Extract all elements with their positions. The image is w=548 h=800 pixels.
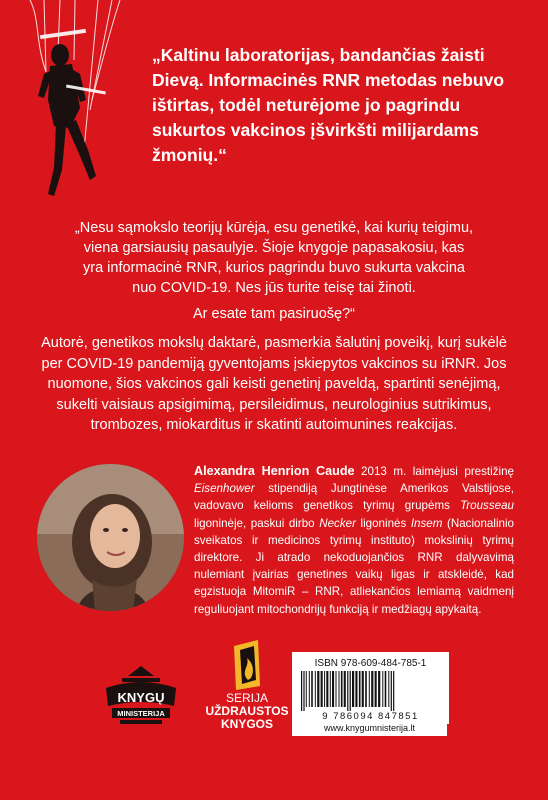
puppet-illustration [0, 0, 150, 210]
barcode-bar [388, 671, 389, 707]
barcode-bar [311, 671, 313, 707]
barcode-bar [339, 671, 340, 707]
ean-number: 9 786094 847851 [322, 711, 419, 722]
barcode-bar [306, 671, 307, 707]
barcode-bar [355, 671, 357, 707]
publisher-logo-top: KNYGŲ [117, 690, 165, 705]
barcode-bar [371, 671, 373, 707]
barcode-bar [341, 671, 343, 707]
barcode-bar [352, 671, 354, 707]
barcode-bar [344, 671, 346, 707]
author-bio [194, 463, 514, 618]
barcode-bar [315, 671, 316, 707]
barcode-bar [393, 671, 394, 711]
series-line1: SERIJA [225, 691, 268, 705]
barcode [299, 671, 443, 711]
series-text [202, 692, 292, 731]
barcode-bar [391, 671, 392, 711]
headline-quote-text: „Kaltinu laboratorijas, bandančias žaisti Dievą. Informacinės RNR metodas nebuvo ištirtas, todėl neturėjome jo pagrindu sukurtos vakcinos įšvirkšti milijardams žmonių.“ [152, 45, 505, 165]
barcode-bar [369, 671, 370, 707]
description-paragraph [34, 333, 514, 436]
barcode-bar [336, 671, 337, 707]
barcode-bar [303, 671, 304, 711]
author-bio-text: Alexandra Henrion Caude 2013 m. laimėjusi prestižinę Eisenhower stipendiją Jungtinėse Amerikos Valstijose, vadovavo kelioms genetikos tyrimų grupėms Trousseau ligoninėje, paskui dirbo Necker ligoninės Insem (Nacionalinio sveikatos ir medicinos tyrimų instituto) mokslinių tyrimų direktore. Ji atrado nekoduojančios RNR dalyvavimą nulemiant įvairias genetines vaikų ligas ir atskleidė, kad egzistuoja MitomiR – RNR, atliekančios lemiamą vaidmenį reguliuojant mitochondrijų funkciją ir medžiagų apykaitą. [194, 464, 514, 616]
barcode-bar [359, 671, 361, 707]
series-line2: UŽDRAUSTOS [205, 704, 289, 718]
barcode-bar [350, 671, 351, 711]
publisher-logo-bottom: MINISTERIJA [117, 709, 165, 718]
barcode-bar [301, 671, 302, 711]
website-url: www.knygumnisterija.lt [292, 723, 447, 736]
barcode-bar [378, 671, 380, 707]
barcode-bar [324, 671, 325, 707]
author-name: Alexandra Henrion Caude [194, 464, 355, 478]
barcode-box [292, 652, 449, 724]
barcode-bar [347, 671, 348, 711]
barcode-bar [362, 671, 364, 707]
intro-text: „Nesu sąmokslo teorijų kūrėja, esu genetikė, kai kurių teigimu, viena garsiausių pasaulyje. Šioje knygoje papasakosiu, kas yra informacinė RNR, kurios pagrindu buvo sukurta vakcina nuo COVID-19. Nes jūs turite teisę tai žinoti. [74, 220, 474, 296]
barcode-bar [317, 671, 319, 707]
barcode-bar [382, 671, 383, 707]
author-photo [37, 464, 184, 611]
headline-quote [152, 43, 524, 168]
question-line [72, 304, 476, 324]
book-flame-icon [202, 636, 292, 692]
barcode-bar [321, 671, 323, 707]
barcode-bar [326, 671, 328, 707]
barcode-bar [330, 671, 331, 707]
question-text: Ar esate tam pasiruošę?“ [193, 306, 355, 322]
barcode-bar [365, 671, 367, 707]
barcode-bar [332, 671, 334, 707]
publisher-logo [98, 662, 184, 732]
description-text: Autorė, genetikos mokslų daktarė, pasmerkia šalutinį poveikį, kurį sukėlė per COVID-19 pandemiją gyventojams įskiepytos vakcinos su iRNR. Jos nuomone, šios vakcinos gali keisti genetinį paveldą, spartinti senėjimą, sukelti vaisiaus apsigimimą, persileidimus, neurologinius sutrikimus, trombozes, miokarditus ir skatinti autoimunines reakcijas. [41, 335, 507, 433]
series-logo [202, 636, 292, 746]
barcode-bar [309, 671, 310, 707]
barcode-bar [385, 671, 387, 707]
isbn-text: ISBN 978-609-484-785-1 [314, 658, 427, 669]
intro-paragraph [72, 218, 476, 298]
series-line3: KNYGOS [220, 717, 273, 731]
barcode-bar [375, 671, 377, 707]
